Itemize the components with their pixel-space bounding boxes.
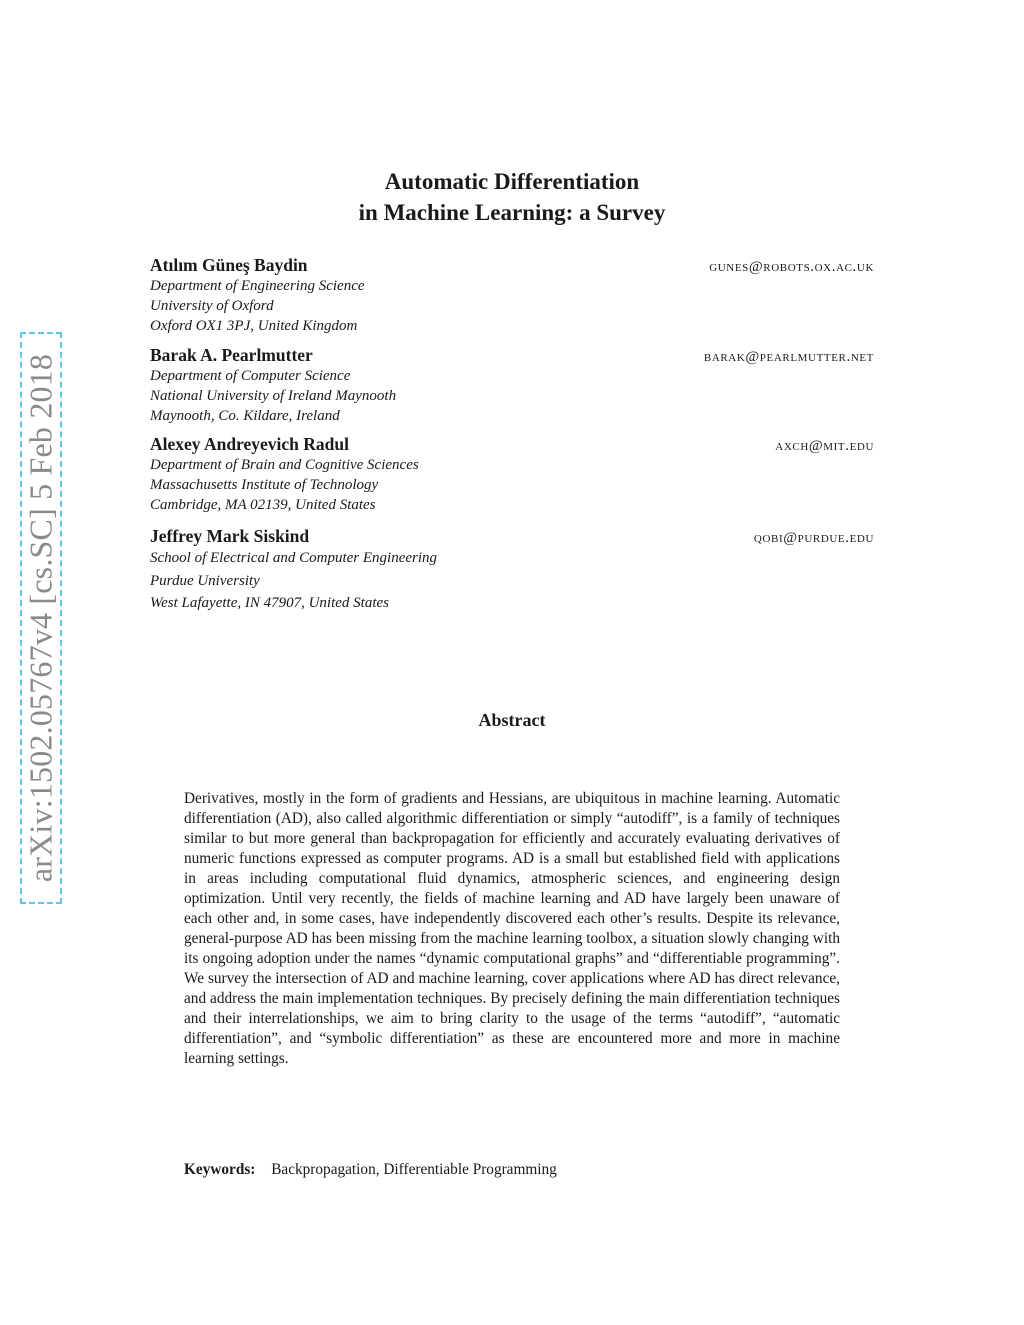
affiliation-line: National University of Ireland Maynooth [150,388,397,404]
abstract-heading: Abstract [478,710,546,730]
author-email[interactable]: qobi@purdue.edu [753,530,874,546]
author-name: Alexey Andreyevich Radul [150,434,349,454]
affiliation-line: School of Electrical and Computer Engineering [150,550,438,566]
author-block [150,526,874,615]
author-block [150,345,874,426]
affiliation-line: Department of Engineering Science [150,278,365,294]
author-email[interactable]: axch@mit.edu [775,438,874,454]
keywords [184,1161,557,1179]
author-name: Atılım Güneş Baydin [150,255,308,275]
affiliation-line: Maynooth, Co. Kildare, Ireland [150,408,340,424]
arxiv-identifier[interactable]: arXiv:1502.05767v4 [cs.SC] 5 Feb 2018 [22,353,59,883]
paper-title-line-2: in Machine Learning: a Survey [358,200,666,225]
affiliation-line: Oxford OX1 3PJ, United Kingdom [150,318,358,334]
author-block [150,434,874,515]
keywords-value: Backpropagation, Differentiable Programming [271,1161,557,1178]
affiliation-line: Purdue University [150,572,260,589]
abstract-text: Derivatives, mostly in the form of gradients and Hessians, are ubiquitous in machine learning. Automatic differentiation (AD), also called algorithmic differentiation or simply “autodiff”, is a family of techniques similar to but more general than backpropagation for efficiently and accurately evaluating derivatives of numeric functions expressed as computer programs. AD is a small but established field with applications in areas including computational fluid dynamics, atmospheric sciences, and engineering design optimization. Until very recently, the fields of machine learning and AD have largely been unaware of each other and, in some cases, have independently discovered each other’s results. Despite its relevance, general-purpose AD has been missing from the machine learning toolbox, a situation slowly changing with its ongoing adoption under the names “dynamic computational graphs” and “differentiable programming”. We survey the intersection of AD and machine learning, cover applications where AD has direct relevance, and address the main implementation techniques. By precisely defining the main differentiation techniques and their interrelationships, we aim to bring clarity to the usage of the terms “autodiff”, “automatic differentiation”, and “symbolic differentiation” as these are encountered more and more in machine learning settings. [184,790,840,1067]
paper-title-line-1: Automatic Differentiation [384,169,640,194]
author-email[interactable]: barak@pearlmutter.net [703,349,874,365]
affiliation-line: Massachusetts Institute of Technology [150,477,379,493]
author-email[interactable]: gunes@robots.ox.ac.uk [709,259,874,275]
keywords-label: Keywords: [184,1161,256,1178]
author-name: Barak A. Pearlmutter [150,345,313,365]
affiliation-line: Department of Brain and Cognitive Sciences [150,457,419,473]
affiliation-line: West Lafayette, IN 47907, United States [150,595,390,611]
arxiv-stamp [20,332,62,904]
author-name: Jeffrey Mark Siskind [150,526,310,546]
author-block [150,255,874,336]
affiliation-line: Department of Computer Science [150,368,351,384]
affiliation-line: University of Oxford [150,298,274,314]
affiliation-line: Cambridge, MA 02139, United States [150,497,376,513]
